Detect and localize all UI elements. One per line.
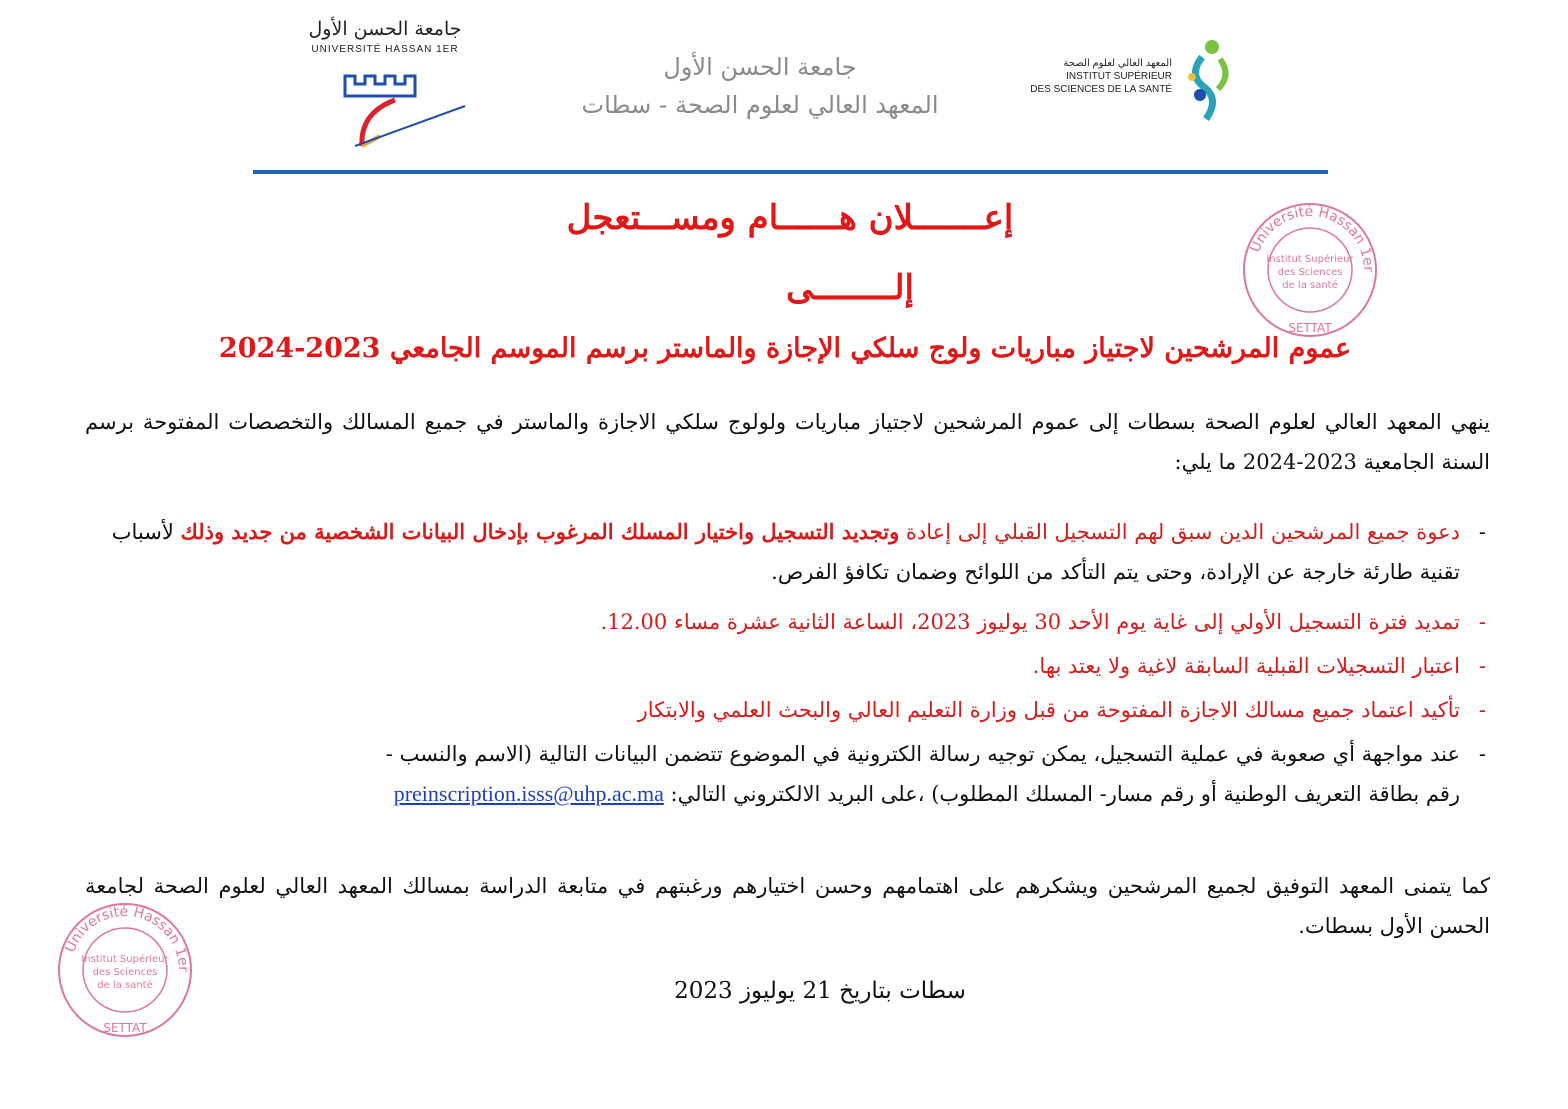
stamp-city: SETTAT bbox=[103, 1021, 147, 1035]
closing-paragraph: كما يتمنى المعهد التوفيق لجميع المرشحين ويشكرهم على اهتمامهم وحسن اختيارهم ورغبتهم في متابعة الدراسة بمسالك المعهد العالي لعلوم الصحة لجامعة الحسن الأول بسطات. bbox=[85, 874, 1490, 938]
university-hassan-logo bbox=[300, 18, 470, 153]
bullet-1-part1: دعوة جميع المرشحين الدين سبق لهم التسجيل القبلي إلى إعادة bbox=[899, 520, 1460, 544]
intro-paragraph: ينهي المعهد العالي لعلوم الصحة بسطات إلى عموم المرشحين لاجتياز مباريات ولولوج سلكي الاجازة والماستر في جميع المسالك والتخصصات المفتوحة برسم السنة الجامعية 2023-2024 ما يلي: bbox=[85, 410, 1490, 474]
header-institute-name: المعهد العالي لعلوم الصحة - سطات bbox=[581, 91, 939, 119]
stamp-inner-line3: de la santé bbox=[1282, 280, 1338, 291]
isss-logo bbox=[1030, 35, 1240, 130]
bullet-2-text: تمديد فترة التسجيل الأولي إلى غاية يوم الأحد 30 يوليوز 2023، الساعة الثانية عشرة مساء 12.00. bbox=[600, 610, 1460, 634]
stamp-inner-line2: des Sciences bbox=[1277, 267, 1343, 278]
isss-french-line1: INSTITUT SUPÉRIEUR bbox=[1066, 71, 1172, 82]
university-logo-arabic-text: جامعة الحسن الأول bbox=[308, 18, 462, 40]
announcement-title: إعـــــــلان هــــــام ومســـتعجل bbox=[566, 198, 1014, 238]
bullet-1-bold: وتجديد التسجيل واختيار المسلك المرغوب بإدخال البيانات الشخصية من جديد وذلك bbox=[180, 519, 900, 544]
bullet-dash: - bbox=[1478, 610, 1486, 634]
bullet-1-part2: لأسباب تقنية طارئة خارجة عن الإرادة، وحتى يتم التأكد من اللوائح وضمان تكافؤ الفرص. bbox=[111, 520, 1460, 584]
announcement-subtitle: عموم المرشحين لاجتياز مباريات ولوج سلكي الإجازة والماستر برسم الموسم الجامعي 2023-2024 bbox=[218, 333, 1352, 364]
bullet-item-cancel bbox=[85, 646, 1486, 686]
stamp-inner-line1: Institut Supérieur bbox=[1266, 254, 1354, 265]
bullet-5-line1: عند مواجهة أي صعوبة في عملية التسجيل، يمكن توجيه رسالة الكترونية في الموضوع تتضمن البيانات التالية (الاسم والنسب - bbox=[385, 742, 1460, 766]
header-university-name: جامعة الحسن الأول bbox=[663, 53, 857, 81]
bullet-dash: - bbox=[1478, 698, 1486, 722]
stamp-inner-line2: des Sciences bbox=[92, 967, 158, 978]
bullet-3-text: اعتبار التسجيلات القبلية السابقة لاغية ولا يعتد بها. bbox=[1032, 654, 1460, 678]
document-date: سطات بتاريخ 21 يوليوز 2023 bbox=[674, 978, 966, 1004]
bullet-item-accreditation bbox=[85, 690, 1486, 730]
bullet-dash: - bbox=[1478, 654, 1486, 678]
stamp-city: SETTAT bbox=[1288, 321, 1332, 335]
bullet-item-extension bbox=[85, 602, 1486, 642]
university-logo-french-text: UNIVERSITÉ HASSAN 1ER bbox=[311, 44, 459, 55]
bullet-5-line2-text: رقم بطاقة التعريف الوطنية أو رقم مسار- المسلك المطلوب) ،على البريد الالكتروني التالي: bbox=[670, 782, 1460, 806]
bullet-dash: - bbox=[1478, 520, 1486, 544]
stamp-inner-line3: de la santé bbox=[97, 980, 153, 991]
stamp-inner-line1: Institut Supérieur bbox=[81, 954, 169, 965]
official-stamp-top bbox=[1240, 200, 1380, 340]
university-emblem-icon bbox=[300, 18, 470, 153]
contact-email-link[interactable]: preinscription.isss@uhp.ac.ma bbox=[393, 781, 664, 806]
isss-emblem-icon bbox=[1180, 35, 1240, 130]
bullet-item-reregister bbox=[85, 512, 1486, 592]
bullet-4-text: تأكيد اعتماد جميع مسالك الاجازة المفتوحة من قبل وزارة التعليم العالي والبحث العلمي والابتكار bbox=[637, 698, 1460, 722]
isss-french-line2: DES SCIENCES DE LA SANTÉ bbox=[1030, 84, 1172, 95]
header-divider bbox=[253, 170, 1328, 174]
announcement-to: إلــــــــى bbox=[786, 268, 914, 308]
bullet-item-contact bbox=[85, 734, 1486, 814]
header-center-text bbox=[520, 48, 1000, 124]
stamp-ring-text: Université Hassan 1er bbox=[62, 903, 192, 973]
stamp-ring-text: Université Hassan 1er bbox=[1247, 203, 1377, 273]
bullet-dash: - bbox=[1478, 742, 1486, 766]
isss-logo-text bbox=[1030, 57, 1172, 96]
isss-arabic-name: المعهد العالي لعلوم الصحة bbox=[1063, 58, 1172, 69]
bullet-5-line2 bbox=[85, 774, 1460, 814]
